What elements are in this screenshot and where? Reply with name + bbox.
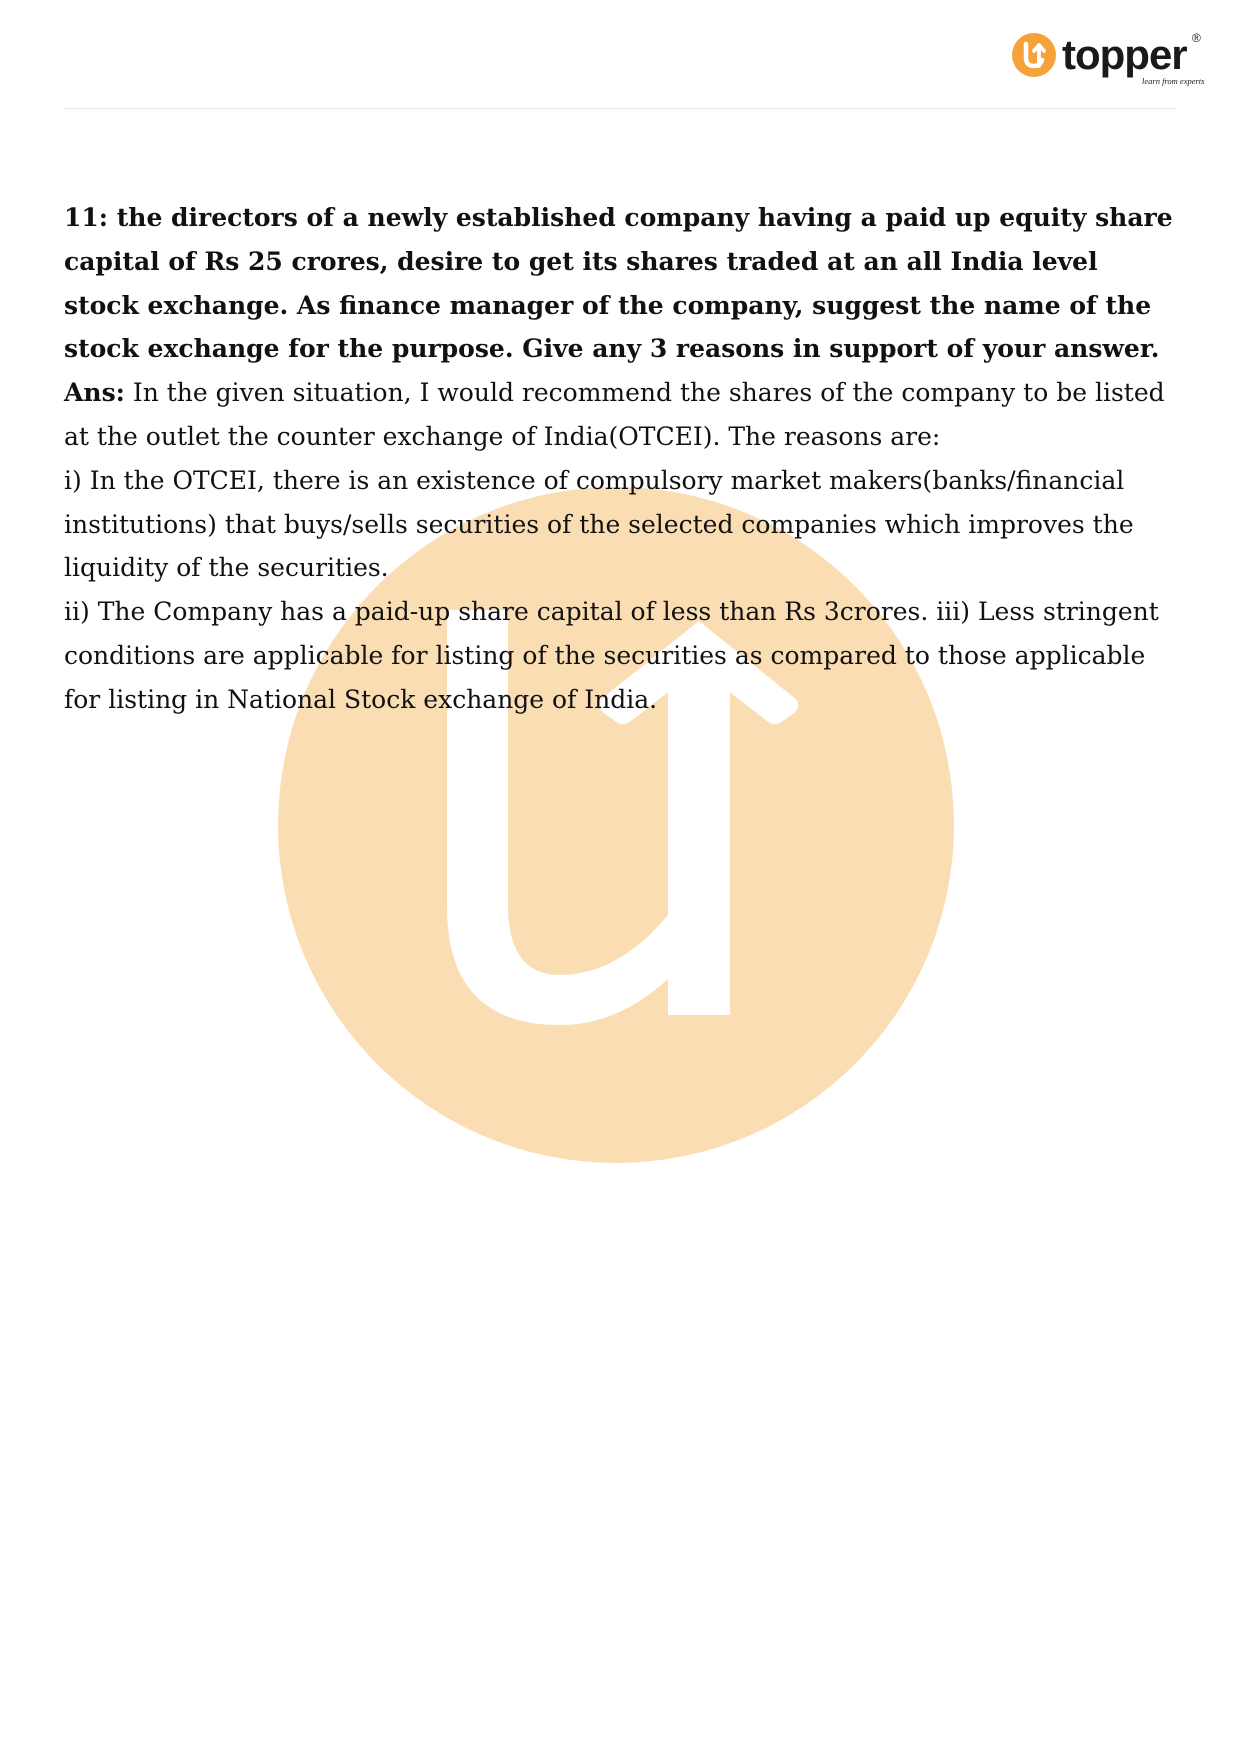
reason-one: i) In the OTCEI, there is an existence of compulsory market makers(banks/financial institutions) that buys/sells securities of the selected companies which improves the liquidity of the securities.	[64, 465, 1134, 583]
logo-tagline: learn from experts	[1142, 76, 1205, 86]
answer-paragraph	[64, 371, 1176, 459]
answer-intro: In the given situation, I would recommend the shares of the company to be listed at the outlet the counter exchange of India(OTCEI). The reasons are:	[64, 378, 1165, 451]
topper-logo	[1012, 26, 1212, 92]
question-text: 11: the directors of a newly established company having a paid up equity share capital of Rs 25 crores, desire to get its shares traded at an all India level stock exchange. As finance manager of the company, suggest the name of the stock exchange for the purpose. Give any 3 reasons in support of your answer.	[64, 203, 1173, 364]
logo-mark-icon	[1012, 33, 1056, 77]
header-divider	[64, 108, 1176, 109]
logo-wordmark: topper	[1062, 31, 1187, 78]
logo-registered-mark: ®	[1192, 31, 1201, 45]
page-header	[0, 0, 1240, 110]
reason-two-three: ii) The Company has a paid-up share capital of less than Rs 3crores. iii) Less stringent conditions are applicable for listing of the securities as compared to those applicable for listing in National Stock exchange of India.	[64, 597, 1159, 714]
document-body	[64, 196, 1176, 722]
answer-label: Ans:	[64, 378, 125, 408]
